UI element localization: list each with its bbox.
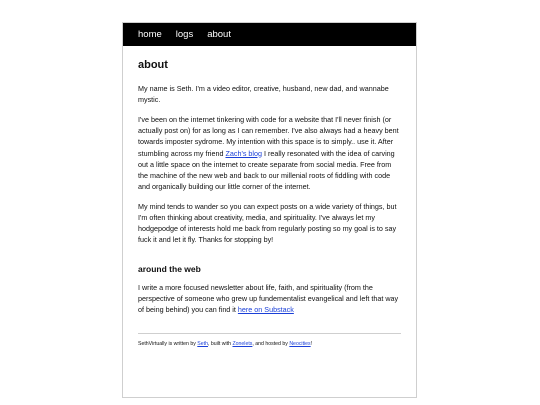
origin-text-start: I've been on the internet tinkering with code for a website that I'll never finish (or actually post on) for as long as I can remember. I've also always had a heavy bent towards imposter sydrome. My intention with this space is to simply.. use it. After stumbling across my friend: [138, 114, 399, 158]
newsletter-paragraph: [138, 282, 401, 316]
substack-link[interactable]: here on Substack: [237, 305, 294, 315]
page-container: [122, 22, 417, 398]
topics-paragraph: My mind tends to wander so you can expect posts on a wide variety of things, but I'm often thinking about creativity, media, and spirituality. I've always let my hodgepodge of interests hold me back from regularly posting so my goal is to say fuck it and let it fly. Thanks for stopping by!: [138, 201, 397, 245]
intro-paragraph: My name is Seth. I'm a video editor, creative, husband, new dad, and wannabe mystic.: [138, 84, 389, 105]
site-footer: [138, 340, 401, 348]
nav-logs-link[interactable]: logs: [175, 29, 194, 40]
origin-text-end: I really resonated with the idea of carving out a little space on the internet to create separate from social media. Free from the machine of the new web and back to our millenial roots of fiddling with code and organically building our little corner of the internet.: [138, 148, 395, 192]
footer-neocities-link[interactable]: Neocities: [289, 341, 311, 348]
page-title: about: [138, 59, 168, 71]
main-content: [123, 46, 416, 348]
footer-text-3: , and hosted by: [252, 341, 290, 348]
origin-paragraph: [138, 114, 401, 192]
nav-about-link[interactable]: about: [207, 29, 231, 40]
footer-zonelets-link[interactable]: Zonelets: [232, 341, 253, 348]
footer-text-4: !: [310, 341, 313, 348]
newsletter-text: I write a more focused newsletter about life, faith, and spirituality (from the perspective of someone who grew up fundementalist evangelical and left that way of being behind) you can find it: [138, 282, 399, 315]
around-the-web-heading: around the web: [138, 263, 201, 274]
footer-text-2: , built with: [207, 341, 233, 348]
nav-home-link[interactable]: home: [138, 29, 162, 40]
top-nav: [123, 23, 416, 46]
zachs-blog-link[interactable]: Zach's blog: [225, 148, 263, 158]
footer-seth-link[interactable]: Seth: [197, 341, 208, 348]
footer-divider: [138, 333, 401, 334]
footer-text-1: SethVirtually is written by: [138, 341, 198, 348]
